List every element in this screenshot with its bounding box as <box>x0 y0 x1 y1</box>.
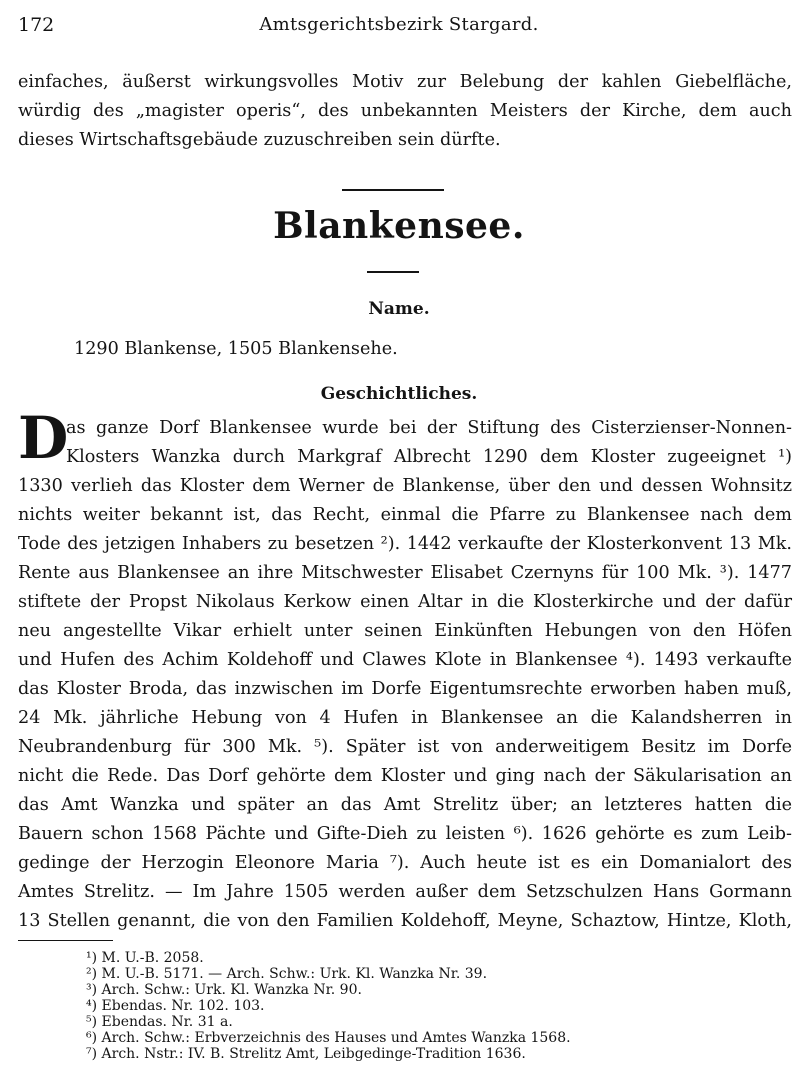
history-line: gedinge der Herzogin Eleonore Maria ⁷). Auch heute ist es ein Domanialort des <box>18 853 792 873</box>
history-line: Amtes Strelitz. — Im Jahre 1505 werden außer dem Setzschulzen Hans Gormann <box>18 882 792 902</box>
history-line: Bauern schon 1568 Pächte und Gifte-Dieh zu leisten ⁶). 1626 gehörte es zum Leib- <box>18 824 792 844</box>
section-heading-name: Name. <box>368 299 430 319</box>
section-divider <box>342 189 444 191</box>
history-line: das Kloster Broda, das inzwischen im Dorfe Eigentumsrechte erworben haben muß, <box>18 679 792 699</box>
history-line: Neubrandenburg für 300 Mk. ⁵). Später ist von anderweitigem Besitz im Dorfe <box>18 737 792 757</box>
footnote-rule <box>18 940 113 941</box>
history-line: stiftete der Propst Nikolaus Kerkow einen Altar in die Klosterkirche und der dafür <box>18 592 792 612</box>
section-heading-history: Geschichtliches. <box>320 384 478 404</box>
history-line: as ganze Dorf Blankensee wurde bei der Stiftung des Cisterzienser-Nonnen- <box>66 418 792 438</box>
history-line: Tode des jetzigen Inhabers zu besetzen ²). 1442 verkaufte der Klosterkonvent 13 Mk. <box>18 534 792 554</box>
intro-line: dieses Wirtschaftsgebäude zuzuschreiben sein dürfte. <box>18 130 501 150</box>
footnote: ³) Arch. Schw.: Urk. Kl. Wanzka Nr. 90. <box>86 982 362 998</box>
page-header <box>18 14 780 44</box>
history-line: 1330 verlieh das Kloster dem Werner de Blankense, über den und dessen Wohnsitz <box>18 476 792 496</box>
history-line: das Amt Wanzka und später an das Amt Strelitz über; an letzteres hatten die <box>18 795 792 815</box>
intro-line: einfaches, äußerst wirkungsvolles Motiv zur Belebung der kahlen Giebelfläche, <box>18 72 792 92</box>
history-line: neu angestellte Vikar erhielt unter seinen Einkünften Hebungen von den Höfen <box>18 621 792 641</box>
drop-capital: D <box>18 404 69 472</box>
page-title: Blankensee. <box>273 205 525 247</box>
footnote: ⁴) Ebendas. Nr. 102. 103. <box>86 998 265 1014</box>
history-line: und Hufen des Achim Koldehoff und Clawes Klote in Blankensee ⁴). 1493 verkaufte <box>18 650 792 670</box>
intro-line: würdig des „magister operis“, des unbekannten Meisters der Kirche, dem auch <box>18 101 792 121</box>
footnote: ⁶) Arch. Schw.: Erbverzeichnis des Hauses und Amtes Wanzka 1568. <box>86 1030 571 1046</box>
footnote: ⁵) Ebendas. Nr. 31 a. <box>86 1014 233 1030</box>
history-line: nichts weiter bekannt ist, das Recht, einmal die Pfarre zu Blankensee nach dem <box>18 505 792 525</box>
footnote: ¹) M. U.-B. 2058. <box>86 950 204 966</box>
history-line: nicht die Rede. Das Dorf gehörte dem Kloster und ging nach der Säkularisation an <box>18 766 792 786</box>
history-line: 13 Stellen genannt, die von den Familien Koldehoff, Meyne, Schaztow, Hintze, Kloth, <box>18 911 792 931</box>
running-head: Amtsgerichtsbezirk Stargard. <box>259 14 539 35</box>
history-line: Klosters Wanzka durch Markgraf Albrecht 1290 dem Kloster zugeeignet ¹) <box>66 447 792 467</box>
name-text: 1290 Blankense, 1505 Blankensehe. <box>74 339 398 359</box>
footnote: ²) M. U.-B. 5171. — Arch. Schw.: Urk. Kl. Wanzka Nr. 39. <box>86 966 488 982</box>
footnote: ⁷) Arch. Nstr.: IV. B. Strelitz Amt, Leibgedinge-Tradition 1636. <box>86 1046 526 1062</box>
history-line: 24 Mk. jährliche Hebung von 4 Hufen in Blankensee an die Kalandsherren in <box>18 708 792 728</box>
page-number: 172 <box>18 14 55 36</box>
title-underline <box>367 271 419 273</box>
history-line: Rente aus Blankensee an ihre Mitschwester Elisabet Czernyns für 100 Mk. ³). 1477 <box>18 563 792 583</box>
